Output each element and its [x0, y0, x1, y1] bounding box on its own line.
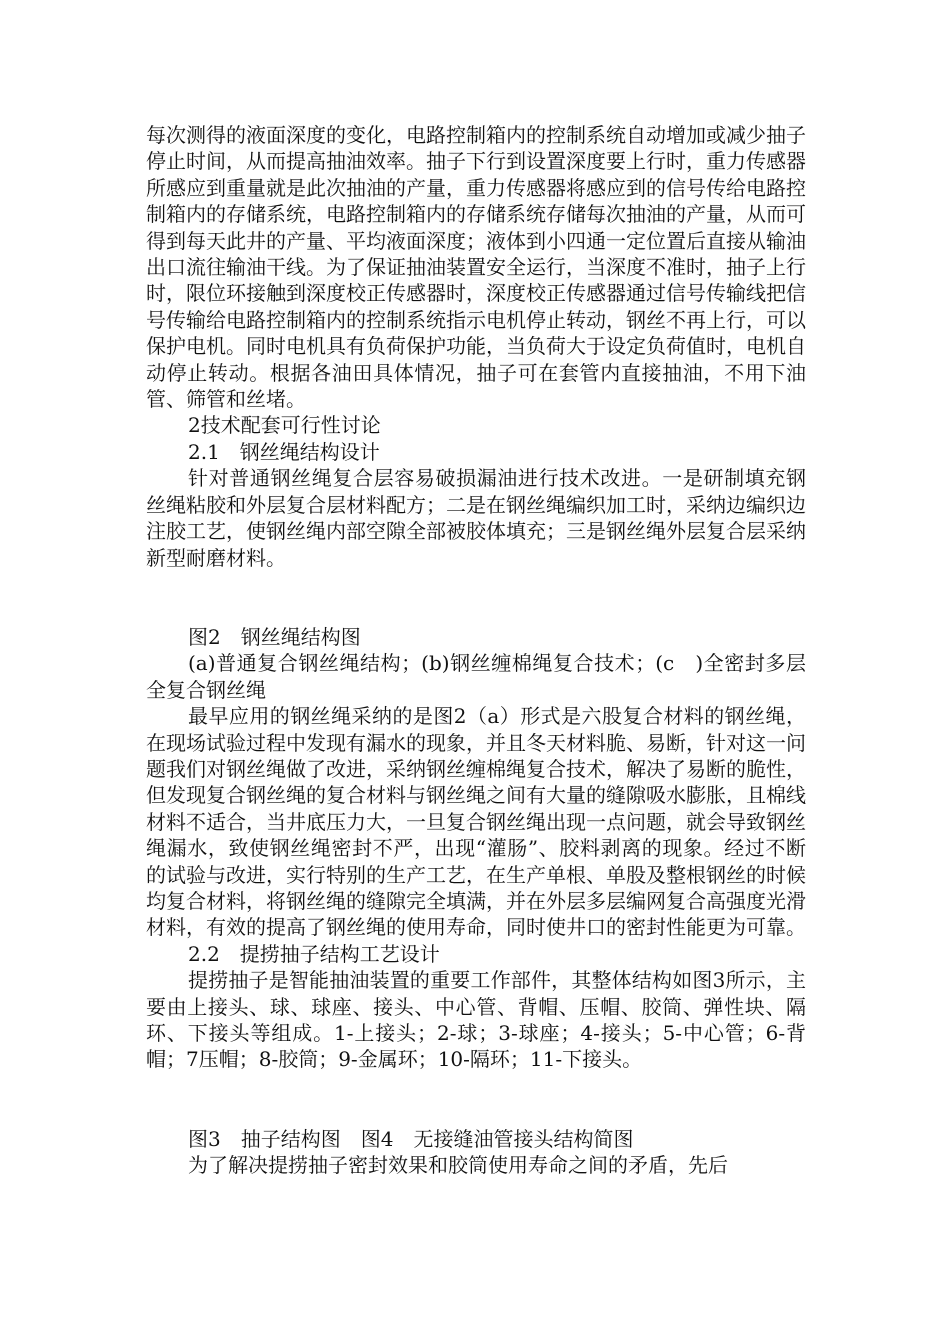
figure-2-caption: 图2 钢丝绳结构图	[188, 624, 361, 649]
subsection-heading-2-1: 2.1 钢丝绳结构设计	[188, 439, 380, 464]
section-heading-2: 2技术配套可行性讨论	[188, 413, 381, 438]
figure-3-4-placeholder	[146, 1073, 806, 1126]
paragraph-liquid-depth-control: 每次测得的液面深度的变化，电路控制箱内的控制系统自动增加或减少抽子停止时间，从而提高抽油效率。抽子下行到设置深度要上行时，重力传感器所感应到重量就是此次抽油的产量，重力传感器将感应到的信号传给电路控制箱内的存储系统，电路控制箱内的存储系统存储每次抽油的产量，从而可得到每天此井的产量、平均液面深度；液体到小四通一定位置后直接从输油出口流往输油干线。为了保证抽油装置安全运行，当深度不准时，抽子上行时，限位环接触到深度校正传感器时，深度校正传感器通过信号传输线把信号传输给电路控制箱内的控制系统指示电机停止转动，钢丝不再上行，可以保护电机。同时电机具有负荷保护功能，当负荷大于设定负荷值时，电机自动停止转动。根据各油田具体情况，抽子可在套管内直接抽油，不用下油管、筛管和丝堵。	[146, 123, 806, 412]
figure-2-placeholder	[146, 571, 806, 624]
paragraph-wire-rope-improvement: 针对普通钢丝绳复合层容易破损漏油进行技术改进。一是研制填充钢丝绳粘胶和外层复合层材料配方；二是在钢丝绳编织加工时，采纳边编织边注胶工艺，使钢丝绳内部空隙全部被胶体填充；三是钢丝绳外层复合层采纳新型耐磨材料。	[146, 466, 806, 570]
figure-3-4-caption: 图3 抽子结构图 图4 无接缝油管接头结构简图	[188, 1126, 634, 1151]
paragraph-wire-rope-history: 最早应用的钢丝绳采纳的是图2（a）形式是六股复合材料的钢丝绳，在现场试验过程中发现有漏水的现象，并且冬天材料脆、易断，针对这一问题我们对钢丝绳做了改进，采纳钢丝缠棉绳复合技术，解决了易断的脆性，但发现复合钢丝绳的复合材料与钢丝绳之间有大量的缝隙吸水膨胀，且棉线材料不适合，当井底压力大，一旦复合钢丝绳出现一点问题，就会导致钢丝绳漏水，致使钢丝绳密封不严，出现“灌肠”、胶料剥离的现象。经过不断的试验与改进，实行特别的生产工艺，在生产单根、单股及整根钢丝的时候均复合材料，将钢丝绳的缝隙完全填满，并在外层多层编网复合高强度光滑材料，有效的提高了钢丝绳的使用寿命，同时使井口的密封性能更为可靠。	[146, 704, 806, 940]
figure-2-subcaption: (a)普通复合钢丝绳结构；(b)钢丝缠棉绳复合技术；(c )全密封多层全复合钢丝绳	[146, 651, 806, 702]
document-body	[146, 122, 806, 1179]
paragraph-swab-structure: 提捞抽子是智能抽油装置的重要工作部件，其整体结构如图3所示，主要由上接头、球、球座、接头、中心管、背帽、压帽、胶筒、弹性块、隔环、下接头等组成。1-上接头；2-球；3-球座；4-接头；5-中心管；6-背帽；7压帽；8-胶筒；9-金属环；10-隔环；11-下接头。	[146, 968, 806, 1072]
paragraph-swab-seal-conflict: 为了解决提捞抽子密封效果和胶筒使用寿命之间的矛盾，先后	[188, 1153, 728, 1178]
subsection-heading-2-2: 2.2 提捞抽子结构工艺设计	[188, 941, 440, 966]
